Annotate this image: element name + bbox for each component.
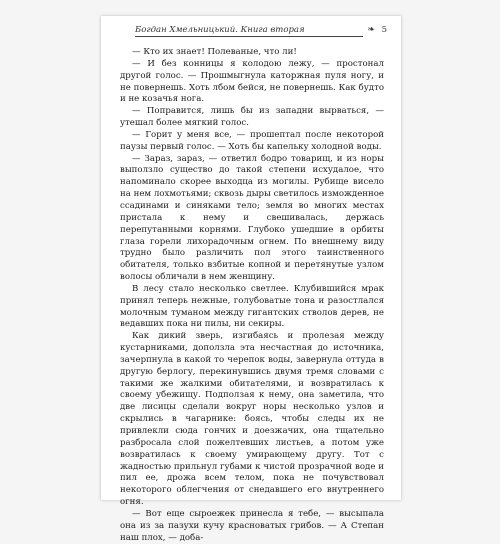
book-page [101, 16, 401, 543]
paragraph-1: — Кто их знает! Полеваные, что ли! [132, 47, 297, 57]
paragraph-4: — Горит у меня все, — прошептал после некоторой паузы первый голос. — Хоть бы капельку холодной воды. [120, 129, 384, 152]
ornament-icon: ❧ [367, 25, 375, 35]
page-header [115, 23, 387, 37]
running-title: Богдан Хмельницький. Книга вторая [135, 25, 305, 35]
paragraph-7: Как дикий зверь, изгибаясь и пролезая между кустарниками, доползла эта несчастная до источника, зачерпнула в какой то черепок воды, завернула оттуда в другую берлогу, перекинувшись двумя тремя словами с такими же жалкими обитателями, и возвратилась к своему убежищу. Подползая к нему, она заметила, что две лисицы сделали вокруг норы несколько узлов и скрылись в чагарнике: боясь, чтобы следы их не привлекли сюда гончих и доезжачих, она тщательно разбросала слой пожелтевших листьев, а потом уже возвратилась к своему умирающему другу. Тот с жадностью прильнул губами к чистой прозрачной воде и пил ее, дрожа всем телом, пока не почувствовал некоторого облегчения от снедавшего его внутреннего огня. [120, 331, 384, 508]
page-body [120, 47, 384, 544]
paragraph-6: В лесу стало несколько светлее. Клубившийся мрак принял теперь нежные, голубоватые тона и разостлался молочным туманом между гигантских стволов дерев, не ведавших пока ни пилы, ни секиры. [120, 283, 384, 330]
paragraph-2: — И без конницы я колодою лежу, — простонал другой голос. — Прошмыгнула каторжная пуля ногу, и не повернешь. Хоть лбом бейся, не повернешь. Как будто и не козачья нога. [120, 58, 384, 105]
header-rule [135, 36, 363, 37]
paragraph-3: — Поправится, лишь бы из западни вырваться, — утешал более мягкий голос. [120, 106, 384, 129]
paragraph-8: — Вот еще сыроежек принесла я тебе, — высыпала она из за пазухи кучу красноватых грибов. — А Степан наш плох, — доба- [120, 508, 384, 543]
paragraph-5: — Зараз, зараз, — ответил бодро товарищ, и из норы выползло существо до такой степени исхудалое, что напоминало скорее выходца из могилы. Рубище висело на нем лохмотьями; сквозь дыры светилось изможденное ссадинами и синяками тело; земля во многих местах пристала к нему и свешивалась, держась перепутанными корнями. Глубоко ушедшие в орбиты глаза горели лихорадочным огнем. По внешнему виду трудно было различить пол этого таинственного обитателя, только взбитые копной и перетянутые узлом волосы обличали в нем женщину. [120, 153, 384, 283]
page-number: 5 [381, 25, 387, 35]
